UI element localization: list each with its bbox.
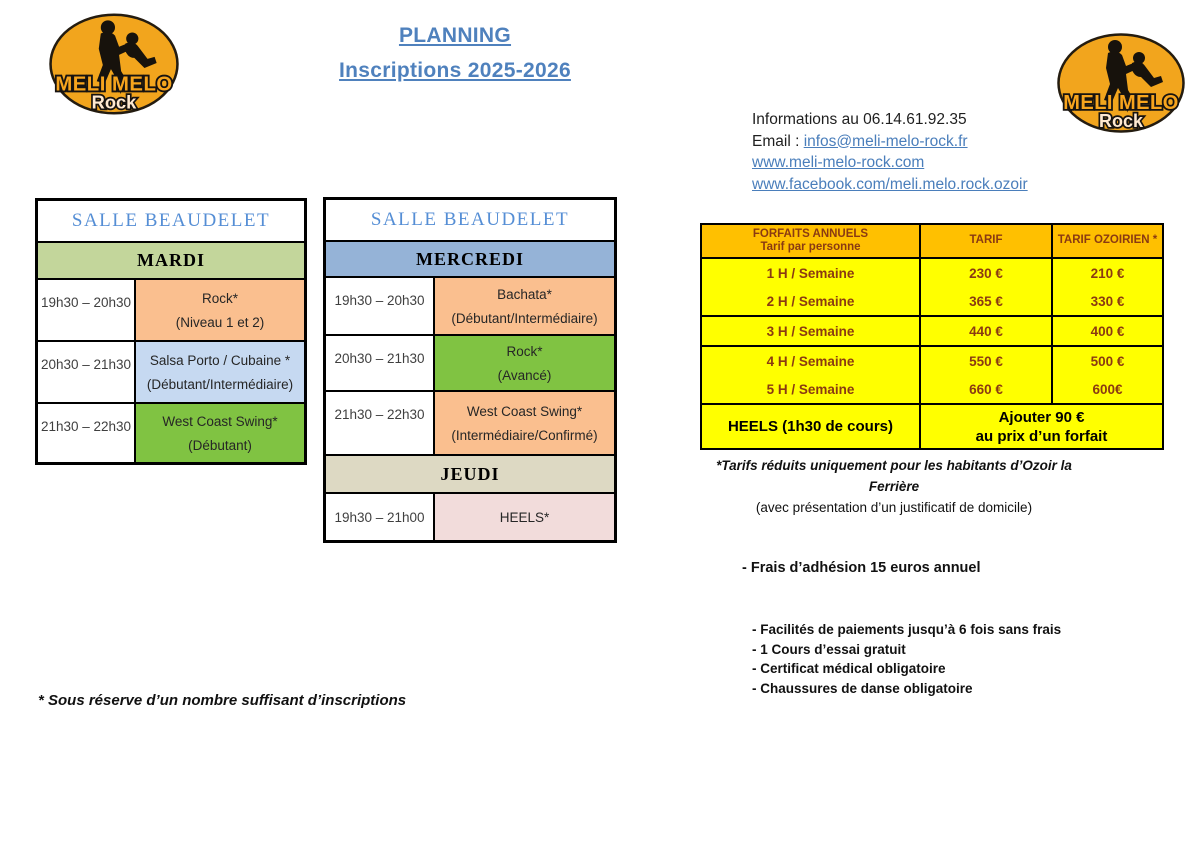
logo-text-rock: Rock [91, 91, 137, 113]
activity-name: West Coast Swing* [162, 413, 278, 429]
heels-price-cell [921, 405, 1162, 448]
activity-level: (Intermédiaire/Confirmé) [451, 427, 598, 443]
activity-level: (Avancé) [497, 367, 552, 383]
heels-price-line2: au prix d’un forfait [975, 427, 1108, 445]
pricing-table [700, 223, 1164, 450]
tarif-ozoirien-value: 400 € [1053, 317, 1162, 345]
forfait-label: 1 H / Semaine [702, 259, 921, 287]
venue-header: SALLE BEAUDELET [38, 201, 304, 241]
activity-name: Salsa Porto / Cubaine * [149, 352, 291, 368]
activity-name: West Coast Swing* [466, 403, 583, 419]
day-header-mardi: MARDI [38, 241, 304, 278]
activity-level: (Débutant/Intermédiaire) [146, 376, 294, 392]
activity-level: (Débutant/Intermédiaire) [451, 310, 598, 326]
activity-cell [136, 342, 304, 402]
logo-text-meli-melo: MELI MELO [55, 73, 173, 96]
title-line-2: Inscriptions 2025-2026 [339, 59, 571, 82]
activity-cell [435, 336, 614, 390]
table-row [38, 278, 304, 340]
email-line [752, 131, 1028, 153]
pricing-row [702, 347, 1162, 375]
activity-name: Bachata* [497, 286, 552, 302]
forfait-label: 2 H / Semaine [702, 287, 921, 315]
email-label: Email : [752, 132, 804, 150]
tarif-value: 660 € [921, 375, 1053, 403]
pricing-header-row [702, 225, 1162, 259]
time-cell: 20h30 – 21h30 [326, 336, 435, 390]
activity-cell [435, 278, 614, 334]
pricing-row [702, 259, 1162, 287]
contact-block [752, 109, 1028, 195]
tarif-note-line1: *Tarifs réduits uniquement pour les habitants d’Ozoir la Ferrière [716, 458, 1072, 494]
meli-melo-logo-left [48, 12, 180, 116]
tarif-ozoirien-value: 330 € [1053, 287, 1162, 315]
pricing-row [702, 317, 1162, 347]
pricing-row [702, 375, 1162, 405]
email-link[interactable]: infos@meli-melo-rock.fr [803, 132, 968, 150]
phone-info: Informations au 06.14.61.92.35 [752, 111, 967, 128]
page-title [270, 18, 640, 88]
website-link[interactable]: www.meli-melo-rock.com [752, 154, 925, 171]
tarif-value: 365 € [921, 287, 1053, 315]
activity-name: HEELS* [499, 509, 550, 525]
table-row [38, 402, 304, 462]
meli-melo-logo-right [1056, 32, 1186, 134]
activity-level: (Débutant) [188, 437, 252, 453]
heels-label: HEELS (1h30 de cours) [702, 405, 921, 448]
forfait-label: 3 H / Semaine [702, 317, 921, 345]
pricing-header-line2: Tarif par personne [760, 241, 861, 253]
heels-pricing-row [702, 405, 1162, 448]
table-row [326, 390, 614, 454]
schedule-table-mardi [35, 198, 307, 465]
time-cell: 19h30 – 20h30 [38, 280, 136, 340]
pricing-row [702, 287, 1162, 317]
activity-cell [435, 392, 614, 454]
bullet-item: - Chaussures de danse obligatoire [752, 680, 973, 696]
time-cell: 21h30 – 22h30 [38, 404, 136, 462]
tarif-ozoirien-value: 600€ [1053, 375, 1162, 403]
facebook-link[interactable]: www.facebook.com/meli.melo.rock.ozoir [752, 175, 1028, 193]
title-line-1: PLANNING [398, 24, 512, 47]
reserve-note: * Sous réserve d’un nombre suffisant d’inscriptions [38, 692, 407, 709]
meli-melo-logo-svg [1056, 32, 1186, 134]
pricing-header-tarif: TARIF [921, 225, 1053, 257]
activity-level: (Niveau 1 et 2) [175, 314, 265, 330]
tarif-note-line2: (avec présentation d’un justificatif de domicile) [755, 500, 1033, 515]
time-cell: 19h30 – 21h00 [326, 494, 435, 540]
activity-name: Rock* [201, 290, 238, 306]
activity-cell [136, 404, 304, 462]
activity-cell [435, 494, 614, 540]
info-bullets [752, 620, 1061, 698]
day-header-mercredi: MERCREDI [326, 240, 614, 276]
logo-text-rock: Rock [1098, 111, 1144, 131]
heels-price-line1: Ajouter 90 € [998, 408, 1085, 426]
pricing-header-line1: FORFAITS ANNUELS [752, 227, 869, 240]
bullet-item: - Facilités de paiements jusqu’à 6 fois sans frais [752, 622, 1062, 637]
tarif-value: 550 € [921, 347, 1053, 375]
tarif-value: 440 € [921, 317, 1053, 345]
day-header-jeudi: JEUDI [326, 454, 614, 492]
logo-text-meli-melo: MELI MELO [1063, 92, 1179, 114]
forfait-label: 5 H / Semaine [702, 375, 921, 403]
table-row [326, 276, 614, 334]
time-cell: 19h30 – 20h30 [326, 278, 435, 334]
table-row [38, 340, 304, 402]
tarif-reduit-note [694, 455, 1094, 518]
forfait-label: 4 H / Semaine [702, 347, 921, 375]
meli-melo-logo-svg [48, 12, 180, 116]
adhesion-note: - Frais d’adhésion 15 euros annuel [742, 560, 981, 576]
table-row [326, 492, 614, 540]
pricing-header-forfaits [702, 225, 921, 257]
venue-header: SALLE BEAUDELET [326, 200, 614, 240]
time-cell: 20h30 – 21h30 [38, 342, 136, 402]
tarif-ozoirien-value: 500 € [1053, 347, 1162, 375]
activity-cell [136, 280, 304, 340]
activity-name: Rock* [506, 343, 543, 359]
table-row [326, 334, 614, 390]
time-cell: 21h30 – 22h30 [326, 392, 435, 454]
bullet-item: - 1 Cours d’essai gratuit [752, 641, 906, 657]
bullet-item: - Certificat médical obligatoire [752, 661, 946, 676]
pricing-header-tarif-ozoirien: TARIF OZOIRIEN * [1053, 225, 1162, 257]
schedule-table-mercredi-jeudi [323, 197, 617, 543]
tarif-value: 230 € [921, 259, 1053, 287]
tarif-ozoirien-value: 210 € [1053, 259, 1162, 287]
